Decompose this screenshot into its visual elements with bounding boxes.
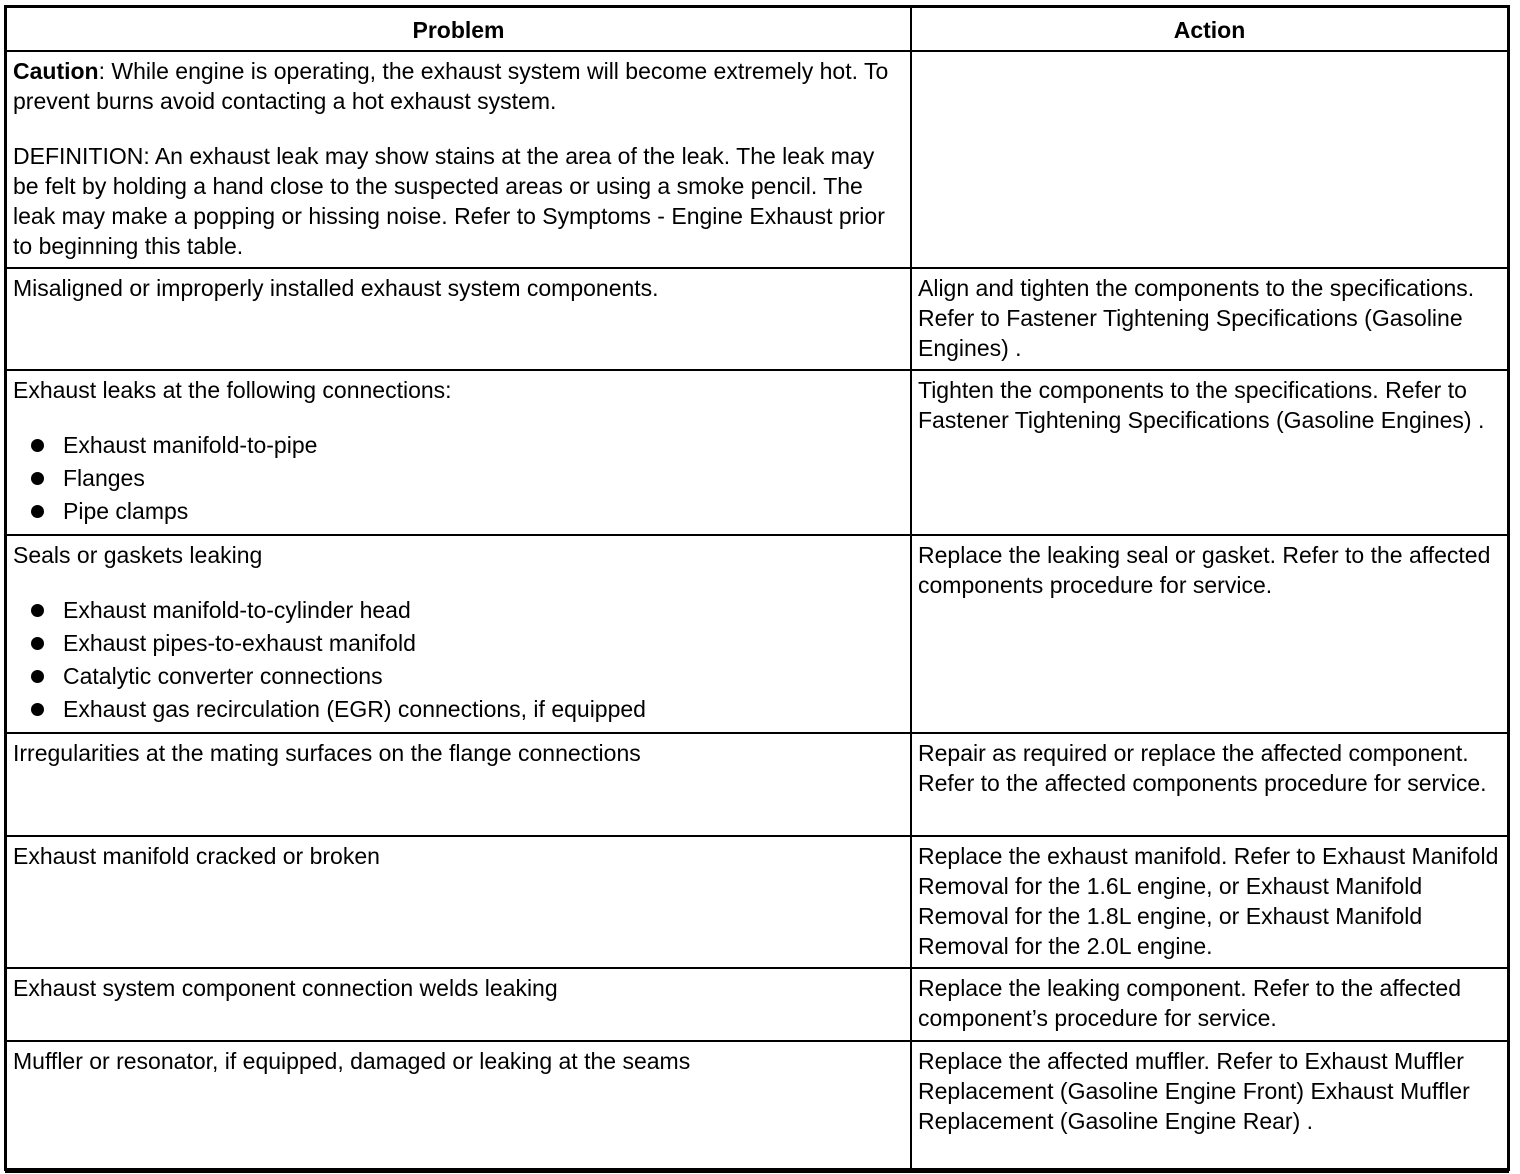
list-item: Exhaust manifold-to-pipe [13, 429, 904, 462]
table-row [6, 535, 1508, 733]
problem-cell [6, 535, 911, 733]
table-row [6, 370, 1508, 535]
action-column-header: Action [911, 7, 1508, 51]
table-row [6, 836, 1508, 968]
problem-cell: Misaligned or improperly installed exhaust system components. [6, 268, 911, 370]
table-row [6, 1041, 1508, 1172]
bullet-list [13, 594, 904, 726]
problem-text: Exhaust leaks at the following connections: [13, 377, 452, 403]
intro-problem-cell [6, 51, 911, 268]
header-row [6, 7, 1508, 51]
intro-row [6, 51, 1508, 268]
action-cell: Replace the exhaust manifold. Refer to Exhaust Manifold Removal for the 1.6L engine, or Exhaust Manifold Removal for the 1.8L engine, or Exhaust Manifold Removal for the 2.0L engine. [911, 836, 1508, 968]
caution-text: : While engine is operating, the exhaust system will become extremely hot. To prevent burns avoid contacting a hot exhaust system. [13, 58, 889, 114]
problem-column-header: Problem [6, 7, 911, 51]
problem-cell: Muffler or resonator, if equipped, damaged or leaking at the seams [6, 1041, 911, 1172]
list-item: Catalytic converter connections [13, 660, 904, 693]
problem-cell: Exhaust system component connection welds leaking [6, 968, 911, 1041]
definition-note: DEFINITION: An exhaust leak may show stains at the area of the leak. The leak may be felt by holding a hand close to the suspected areas or using a smoke pencil. The leak may make a popping or hissing noise. Refer to Symptoms - Engine Exhaust prior to beginning this table. [13, 143, 885, 259]
list-item: Exhaust manifold-to-cylinder head [13, 594, 904, 627]
problem-cell [6, 370, 911, 535]
problem-text: Seals or gaskets leaking [13, 542, 263, 568]
action-cell: Repair as required or replace the affected component. Refer to the affected components procedure for service. [911, 733, 1508, 836]
caution-note [13, 56, 904, 116]
intro-action-cell [911, 51, 1508, 268]
action-cell: Replace the leaking component. Refer to the affected component’s procedure for service. [911, 968, 1508, 1041]
diagnostic-table [5, 6, 1509, 1173]
table-row [6, 968, 1508, 1041]
table-row [6, 268, 1508, 370]
problem-cell: Exhaust manifold cracked or broken [6, 836, 911, 968]
action-cell: Replace the affected muffler. Refer to Exhaust Muffler Replacement (Gasoline Engine Front) Exhaust Muffler Replacement (Gasoline Engine Rear) . [911, 1041, 1508, 1172]
action-cell: Align and tighten the components to the specifications. Refer to Fastener Tightening Specifications (Gasoline Engines) . [911, 268, 1508, 370]
list-item: Exhaust gas recirculation (EGR) connections, if equipped [13, 693, 904, 726]
bullet-list [13, 429, 904, 528]
problem-cell: Irregularities at the mating surfaces on the flange connections [6, 733, 911, 836]
list-item: Exhaust pipes-to-exhaust manifold [13, 627, 904, 660]
list-item: Flanges [13, 462, 904, 495]
list-item: Pipe clamps [13, 495, 904, 528]
table-row [6, 733, 1508, 836]
caution-label: Caution [13, 58, 99, 84]
action-cell: Tighten the components to the specifications. Refer to Fastener Tightening Specifications (Gasoline Engines) . [911, 370, 1508, 535]
action-cell: Replace the leaking seal or gasket. Refer to the affected components procedure for service. [911, 535, 1508, 733]
